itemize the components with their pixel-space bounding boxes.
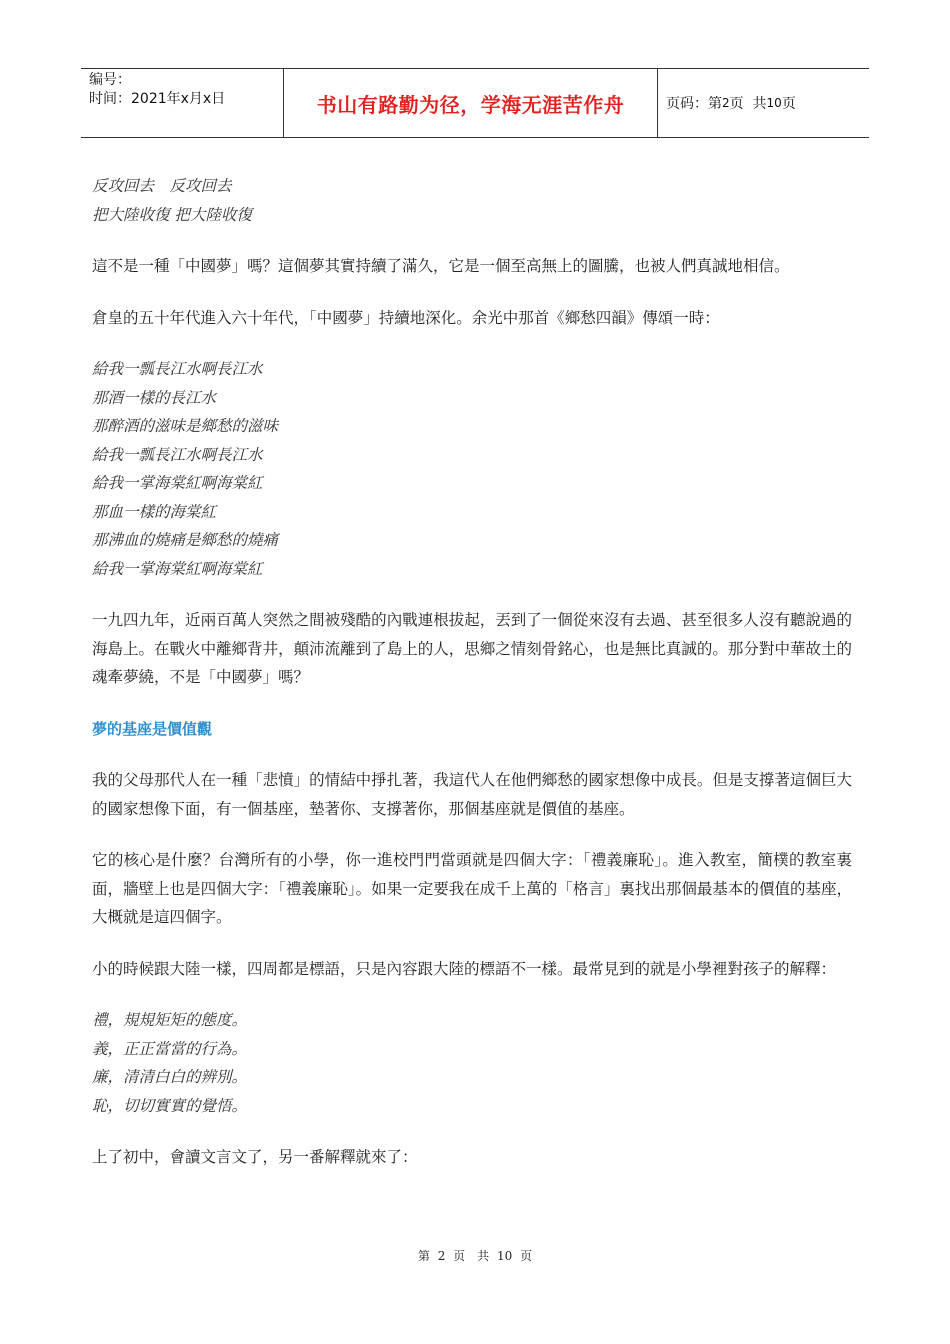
paragraph: 它的核心是什麼？台灣所有的小學，你一進校門門當頭就是四個大字：「禮義廉恥」。進入教室，簡樸的教室裏面，牆壁上也是四個大字：「禮義廉恥」。如果一定要我在成千上萬的「格言」裏找出那個最基本的價值的基座，大概就是這四個字。 — [92, 851, 852, 926]
footer-suffix: 页 — [520, 1249, 533, 1263]
poem-line: 反攻回去 反攻回去 — [92, 177, 232, 195]
poem-line: 給我一瓢長江水啊長江水 — [92, 360, 263, 378]
poem-slogan — [92, 172, 852, 229]
page-header — [81, 68, 869, 138]
date-label: 时间：2021年x月x日 — [89, 91, 226, 107]
poem-line: 給我一掌海棠紅啊海棠紅 — [92, 559, 263, 578]
footer-current-page: 2 — [437, 1249, 446, 1263]
poem-nostalgia — [92, 355, 852, 583]
section-heading: 夢的基座是價值觀 — [92, 719, 213, 738]
footer-mid: 页 共 — [453, 1249, 490, 1263]
poem-line: 那血一樣的海棠紅 — [92, 502, 217, 521]
footer-total-pages: 10 — [497, 1249, 513, 1263]
poem-line: 那酒一樣的長江水 — [92, 388, 217, 407]
poem-line: 禮，規規矩矩的態度。 — [92, 1011, 248, 1029]
paragraph: 上了初中，會讀文言文了，另一番解釋就來了： — [92, 1148, 418, 1166]
paragraph: 小的時候跟大陸一樣，四周都是標語，只是內容跟大陸的標語不一樣。最常見到的就是小學裡對孩子的解釋： — [92, 959, 837, 978]
poem-line: 恥，切切實實的覺悟。 — [92, 1096, 248, 1115]
poem-line: 那醉酒的滋味是鄉愁的滋味 — [92, 417, 279, 435]
page-label-suffix: 页 — [781, 96, 796, 112]
page-footer — [0, 1247, 950, 1264]
poem-line: 義，正正當當的行為。 — [92, 1039, 248, 1058]
poem-virtues — [92, 1006, 852, 1120]
poem-line: 給我一掌海棠紅啊海棠紅 — [92, 474, 263, 492]
paragraph: 這不是一種「中國夢」嗎？這個夢其實持續了滿久，它是一個至高無上的圖騰，也被人們真誠地相信。 — [92, 257, 790, 275]
paragraph: 一九四九年，近兩百萬人突然之間被殘酷的內戰連根拔起，丟到了一個從來沒有去過、甚至很多人沒有聽說過的海島上。在戰火中離鄉背井，顛沛流離到了島上的人，思鄉之情刻骨銘心，也是無比真誠的。那分對中華故土的魂牽夢繞，不是「中國夢」嗎？ — [92, 611, 852, 686]
poem-line: 廉，清清白白的辨別。 — [92, 1068, 248, 1086]
header-page-info — [658, 69, 869, 137]
page-current: 2 — [722, 96, 730, 110]
poem-line: 給我一瓢長江水啊長江水 — [92, 445, 263, 464]
poem-line: 把大陸收復 把大陸收復 — [92, 205, 252, 224]
footer-prefix: 第 — [417, 1249, 430, 1263]
serial-label: 编号： — [89, 72, 131, 88]
paragraph: 我的父母那代人在一種「悲憤」的情結中掙扎著，我這代人在他們鄉愁的國家想像中成長。但是支撐著這個巨大的國家想像下面，有一個基座，墊著你、支撐著你，那個基座就是價值的基座。 — [92, 771, 852, 818]
page-total: 10 — [766, 96, 782, 110]
header-motto: 书山有路勤为径，学海无涯苦作舟 — [284, 69, 658, 137]
document-body — [92, 172, 852, 1195]
poem-line: 那沸血的燒痛是鄉愁的燒痛 — [92, 531, 279, 549]
page-label-mid: 页 共 — [729, 96, 767, 112]
header-meta — [81, 69, 284, 137]
paragraph: 倉皇的五十年代進入六十年代，「中國夢」持續地深化。余光中那首《鄉愁四韻》傳頌一時： — [92, 308, 720, 327]
page-label-prefix: 页码：第 — [666, 96, 722, 112]
